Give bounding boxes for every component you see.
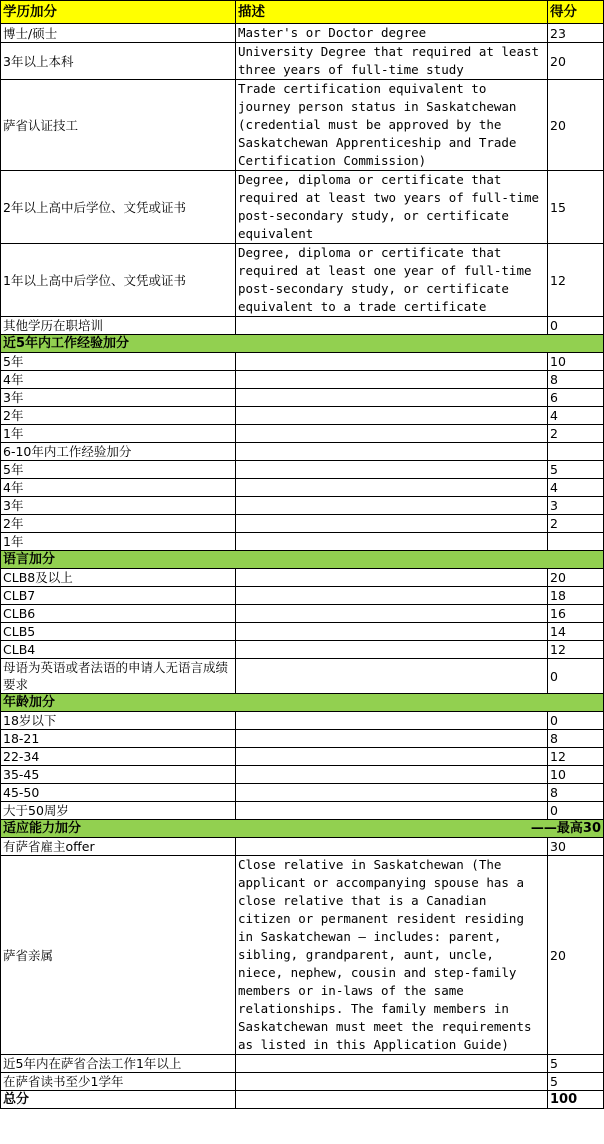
section-header-age <box>1 694 604 712</box>
row-score: 12 <box>548 244 604 317</box>
subsection-title: 6-10年内工作经验加分 <box>1 443 236 461</box>
table-row <box>1 748 604 766</box>
row-score: 8 <box>548 784 604 802</box>
table-row <box>1 533 604 551</box>
row-score: 2 <box>548 425 604 443</box>
total-row <box>1 1091 604 1109</box>
row-description: Master's or Doctor degree <box>236 24 548 43</box>
row-score: 5 <box>548 1073 604 1091</box>
row-label: 母语为英语或者法语的申请人无语言成绩要求 <box>1 659 236 694</box>
row-score: 8 <box>548 371 604 389</box>
table-row <box>1 171 604 244</box>
table-row <box>1 587 604 605</box>
header-score: 得分 <box>548 1 604 24</box>
table-row <box>1 407 604 425</box>
row-score: 15 <box>548 171 604 244</box>
row-label: 在萨省读书至少1学年 <box>1 1073 236 1091</box>
row-label: CLB4 <box>1 641 236 659</box>
table-header <box>1 1 604 24</box>
table-row <box>1 353 604 371</box>
row-score: 10 <box>548 766 604 784</box>
table-row <box>1 389 604 407</box>
section-header-language <box>1 551 604 569</box>
table-row <box>1 244 604 317</box>
row-score: 0 <box>548 802 604 820</box>
row-label: 18岁以下 <box>1 712 236 730</box>
row-score: 20 <box>548 856 604 1055</box>
total-label: 总分 <box>1 1091 236 1109</box>
row-description: Degree, diploma or certificate that required at least two years of full-time post-secondary study, or certificate equivalent <box>236 171 548 244</box>
section-title: 年龄加分 <box>1 694 604 712</box>
section-header-adaptability <box>1 820 604 838</box>
row-label: 5年 <box>1 353 236 371</box>
row-score: 4 <box>548 479 604 497</box>
row-score: 4 <box>548 407 604 425</box>
row-score: 2 <box>548 515 604 533</box>
row-score: 10 <box>548 353 604 371</box>
table-row <box>1 497 604 515</box>
section-title: 适应能力加分 <box>3 821 82 836</box>
row-label: 3年以上本科 <box>1 43 236 80</box>
row-label: 4年 <box>1 479 236 497</box>
table-row <box>1 641 604 659</box>
row-label: 1年以上高中后学位、文凭或证书 <box>1 244 236 317</box>
row-score: 0 <box>548 712 604 730</box>
row-description: Degree, diploma or certificate that required at least one year of full-time post-secondary study, or certificate equivalent to a trade certificate <box>236 244 548 317</box>
row-label: 博士/硕士 <box>1 24 236 43</box>
section-title: 近5年内工作经验加分 <box>1 335 604 353</box>
row-score: 30 <box>548 838 604 856</box>
row-label: 1年 <box>1 533 236 551</box>
row-label: CLB6 <box>1 605 236 623</box>
row-score: 0 <box>548 317 604 335</box>
table-row <box>1 317 604 335</box>
row-score: 20 <box>548 569 604 587</box>
subsection-header-work-6-10yr <box>1 443 604 461</box>
row-label: 2年 <box>1 515 236 533</box>
row-score <box>548 533 604 551</box>
row-label: 35-45 <box>1 766 236 784</box>
row-description: University Degree that required at least three years of full-time study <box>236 43 548 80</box>
table-row <box>1 425 604 443</box>
row-score: 8 <box>548 730 604 748</box>
row-label: 1年 <box>1 425 236 443</box>
table-row <box>1 1055 604 1073</box>
row-description: Trade certification equivalent to journey person status in Saskatchewan (credential must be approved by the Saskatchewan Apprenticeship and Trade Certification Commission) <box>236 80 548 171</box>
row-label: 大于50周岁 <box>1 802 236 820</box>
row-label: 其他学历在职培训 <box>1 317 236 335</box>
row-label: 近5年内在萨省合法工作1年以上 <box>1 1055 236 1073</box>
table-row <box>1 623 604 641</box>
table-row <box>1 1073 604 1091</box>
table-row <box>1 80 604 171</box>
table-row <box>1 605 604 623</box>
table-row <box>1 569 604 587</box>
header-category: 学历加分 <box>1 1 236 24</box>
section-max-note: ——最高30 <box>530 821 601 836</box>
table-row <box>1 43 604 80</box>
row-label: 3年 <box>1 497 236 515</box>
row-label: 2年以上高中后学位、文凭或证书 <box>1 171 236 244</box>
row-score: 3 <box>548 497 604 515</box>
table-row <box>1 712 604 730</box>
table-row <box>1 461 604 479</box>
row-label: CLB5 <box>1 623 236 641</box>
table-row <box>1 802 604 820</box>
row-score: 23 <box>548 24 604 43</box>
row-score: 5 <box>548 461 604 479</box>
row-description: Close relative in Saskatchewan (The applicant or accompanying spouse has a close relative that is a Canadian citizen or permanent resident residing in Saskatchewan – includes: parent, sibling, grandparent, aunt, uncle, niece, nephew, cousin and step-family members or in-laws of the same relationships. The family members in Saskatchewan must meet the requirements as listed in this Application Guide) <box>236 856 548 1055</box>
row-label: 有萨省雇主offer <box>1 838 236 856</box>
table-row <box>1 24 604 43</box>
table-row <box>1 515 604 533</box>
row-description <box>236 1073 548 1091</box>
row-score: 20 <box>548 43 604 80</box>
table-row <box>1 371 604 389</box>
row-label: 22-34 <box>1 748 236 766</box>
row-description <box>236 838 548 856</box>
row-label: 18-21 <box>1 730 236 748</box>
row-label: CLB8及以上 <box>1 569 236 587</box>
row-score: 16 <box>548 605 604 623</box>
header-description: 描述 <box>236 1 548 24</box>
section-title: 语言加分 <box>1 551 604 569</box>
row-score: 0 <box>548 659 604 694</box>
row-score: 6 <box>548 389 604 407</box>
row-label: 萨省亲属 <box>1 856 236 1055</box>
row-label: 萨省认证技工 <box>1 80 236 171</box>
table-row <box>1 838 604 856</box>
total-score: 100 <box>548 1091 604 1109</box>
row-label: 45-50 <box>1 784 236 802</box>
row-score: 14 <box>548 623 604 641</box>
row-label: 5年 <box>1 461 236 479</box>
row-label: 4年 <box>1 371 236 389</box>
row-label: 2年 <box>1 407 236 425</box>
row-score: 5 <box>548 1055 604 1073</box>
row-description <box>236 317 548 335</box>
table-row <box>1 856 604 1055</box>
table-row <box>1 479 604 497</box>
table-row <box>1 659 604 694</box>
table-row <box>1 784 604 802</box>
row-description <box>236 1055 548 1073</box>
row-score: 18 <box>548 587 604 605</box>
table-row <box>1 766 604 784</box>
row-score: 12 <box>548 748 604 766</box>
section-header-work-5yr <box>1 335 604 353</box>
row-score: 20 <box>548 80 604 171</box>
row-label: 3年 <box>1 389 236 407</box>
row-label: CLB7 <box>1 587 236 605</box>
table-row <box>1 730 604 748</box>
row-score: 12 <box>548 641 604 659</box>
